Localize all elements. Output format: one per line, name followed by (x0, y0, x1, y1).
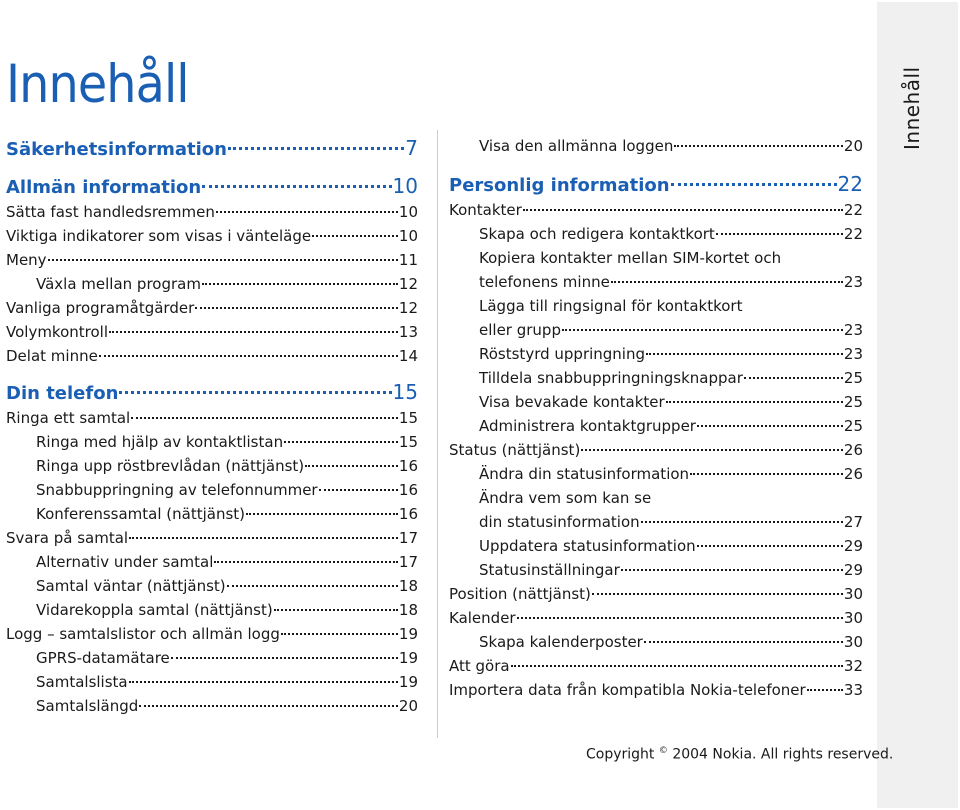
toc-entry[interactable] (6, 200, 418, 224)
toc-entry[interactable] (6, 248, 418, 272)
toc-entry-label: Röststyrd uppringning (479, 345, 646, 363)
toc-entry[interactable] (6, 224, 418, 248)
toc-entry-label: Ändra din statusinformation (479, 465, 690, 483)
toc-entry[interactable] (449, 390, 863, 414)
toc-entry[interactable] (449, 486, 863, 510)
toc-dot-leader (319, 489, 398, 491)
toc-dot-leader (109, 331, 398, 333)
toc-entry[interactable] (449, 134, 863, 158)
toc-entry[interactable] (6, 526, 418, 550)
copyright-prefix: Copyright (586, 746, 655, 763)
toc-entry-label: Vidarekoppla samtal (nättjänst) (36, 601, 273, 619)
toc-entry[interactable] (449, 510, 863, 534)
toc-entry-label: Skapa kalenderposter (479, 633, 643, 651)
toc-entry-label: Importera data från kompatibla Nokia-telefoner (449, 681, 806, 699)
toc-entry-label: Allmän information (6, 177, 202, 198)
toc-entry[interactable] (449, 606, 863, 630)
toc-page-number: 22 (843, 225, 863, 243)
toc-page-number: 12 (398, 275, 418, 293)
toc-entry-label: Tilldela snabbuppringningsknappar (479, 369, 743, 387)
toc-dot-leader (274, 609, 398, 611)
toc-page-number: 11 (398, 251, 418, 269)
toc-entry[interactable] (449, 366, 863, 390)
toc-entry-label: Att göra (449, 657, 510, 675)
toc-dot-leader (807, 689, 843, 691)
toc-left-column (6, 134, 418, 718)
copyright-text: 2004 Nokia. All rights reserved. (667, 746, 894, 763)
toc-dot-leader (716, 233, 843, 235)
toc-entry[interactable] (449, 678, 863, 702)
toc-entry-label: Position (nättjänst) (449, 585, 591, 603)
toc-entry[interactable] (449, 534, 863, 558)
toc-page-number: 22 (843, 201, 863, 219)
toc-entry-label: Växla mellan program (36, 275, 201, 293)
toc-page-number: 7 (405, 136, 418, 160)
toc-entry-label: Samtalslista (36, 673, 128, 691)
toc-page-number: 30 (843, 585, 863, 603)
toc-dot-leader (523, 209, 843, 211)
toc-entry[interactable] (6, 478, 418, 502)
toc-dot-leader (131, 417, 398, 419)
toc-page-number: 30 (843, 609, 863, 627)
column-divider (437, 130, 438, 738)
toc-page-number: 14 (398, 347, 418, 365)
toc-dot-leader (644, 641, 843, 643)
toc-entry-label: Administrera kontaktgrupper (479, 417, 696, 435)
toc-entry-label: Status (nättjänst) (449, 441, 581, 459)
toc-entry[interactable] (6, 622, 418, 646)
toc-entry-label: Ringa upp röstbrevlådan (nättjänst) (36, 457, 305, 475)
side-tab-label: Innehåll (900, 66, 924, 150)
toc-page-number: 29 (843, 561, 863, 579)
toc-entry-label: Kalender (449, 609, 516, 627)
toc-entry-label: eller grupp (479, 321, 561, 339)
toc-page-number: 22 (837, 172, 863, 196)
toc-dot-leader (129, 681, 398, 683)
toc-entry-label: Kopiera kontakter mellan SIM-kortet och (479, 249, 782, 267)
toc-entry[interactable] (449, 270, 863, 294)
toc-entry-label: Snabbuppringning av telefonnummer (36, 481, 318, 499)
toc-page-number: 15 (392, 380, 418, 404)
toc-dot-leader (228, 147, 404, 150)
toc-dot-leader (227, 585, 398, 587)
toc-page-number: 10 (398, 203, 418, 221)
toc-entry[interactable] (449, 414, 863, 438)
toc-dot-leader (744, 377, 843, 379)
toc-dot-leader (202, 185, 391, 188)
toc-page-number: 16 (398, 481, 418, 499)
toc-entry[interactable] (6, 694, 418, 718)
toc-entry[interactable] (6, 296, 418, 320)
toc-page-number: 10 (392, 174, 418, 198)
toc-page-number: 23 (843, 345, 863, 363)
toc-page-number: 19 (398, 673, 418, 691)
toc-entry[interactable] (449, 246, 863, 270)
toc-page-number: 12 (398, 299, 418, 317)
toc-entry-label: Samtalslängd (36, 697, 139, 715)
toc-entry-label: Kontakter (449, 201, 522, 219)
toc-page-number: 18 (398, 577, 418, 595)
toc-page-number: 29 (843, 537, 863, 555)
toc-section-heading[interactable] (449, 170, 863, 198)
toc-entry-label: Statusinställningar (479, 561, 620, 579)
toc-page-number: 15 (398, 433, 418, 451)
toc-entry-label: Volymkontroll (6, 323, 108, 341)
toc-entry[interactable] (6, 344, 418, 368)
toc-page-number: 25 (843, 393, 863, 411)
toc-entry-label: Ringa med hjälp av kontaktlistan (36, 433, 284, 451)
toc-entry[interactable] (449, 342, 863, 366)
toc-entry-label: Samtal väntar (nättjänst) (36, 577, 226, 595)
toc-dot-leader (99, 355, 398, 357)
toc-entry-label: GPRS-datamätare (36, 649, 170, 667)
toc-dot-leader (611, 281, 843, 283)
toc-entry-label: Alternativ under samtal (36, 553, 214, 571)
toc-entry[interactable] (6, 598, 418, 622)
toc-entry-label: Svara på samtal (6, 529, 129, 547)
toc-entry[interactable] (449, 582, 863, 606)
toc-dot-leader (697, 545, 843, 547)
toc-page-number: 26 (843, 465, 863, 483)
toc-dot-leader (511, 665, 843, 667)
toc-dot-leader (139, 705, 398, 707)
toc-page-number: 17 (398, 529, 418, 547)
toc-dot-leader (216, 211, 398, 213)
toc-dot-leader (305, 465, 398, 467)
toc-page-number: 25 (843, 369, 863, 387)
toc-entry-label: Personlig information (449, 175, 670, 196)
page-title: Innehåll (6, 54, 189, 115)
toc-entry-label: Meny (6, 251, 47, 269)
toc-page-number: 17 (398, 553, 418, 571)
toc-entry[interactable] (6, 550, 418, 574)
toc-dot-leader (284, 441, 398, 443)
toc-entry[interactable] (6, 320, 418, 344)
toc-dot-leader (562, 329, 843, 331)
toc-entry-label: Lägga till ringsignal för kontaktkort (479, 297, 743, 315)
toc-page-number: 18 (398, 601, 418, 619)
toc-dot-leader (214, 561, 398, 563)
toc-entry[interactable] (6, 670, 418, 694)
toc-dot-leader (195, 307, 398, 309)
toc-entry-label: Viktiga indikatorer som visas i vänteläge (6, 227, 312, 245)
toc-right-column (449, 134, 863, 702)
toc-dot-leader (666, 401, 843, 403)
toc-dot-leader (641, 521, 843, 523)
toc-entry[interactable] (6, 574, 418, 598)
toc-page-number: 20 (843, 137, 863, 155)
toc-entry[interactable] (449, 654, 863, 678)
toc-page-number: 20 (398, 697, 418, 715)
toc-dot-leader (697, 425, 843, 427)
toc-entry[interactable] (6, 646, 418, 670)
toc-dot-leader (281, 633, 398, 635)
toc-page-number: 30 (843, 633, 863, 651)
toc-page-number: 25 (843, 417, 863, 435)
toc-entry[interactable] (6, 406, 418, 430)
toc-dot-leader (674, 145, 843, 147)
toc-dot-leader (646, 353, 843, 355)
toc-page-number: 13 (398, 323, 418, 341)
toc-page-number: 16 (398, 457, 418, 475)
toc-entry[interactable] (449, 630, 863, 654)
toc-section-heading[interactable] (6, 134, 418, 162)
toc-entry-label: telefonens minne (479, 273, 610, 291)
toc-dot-leader (517, 617, 843, 619)
toc-entry-label: Säkerhetsinformation (6, 139, 227, 160)
toc-dot-leader (171, 657, 398, 659)
toc-dot-leader (581, 449, 843, 451)
toc-entry-label: Visa bevakade kontakter (479, 393, 665, 411)
toc-entry[interactable] (6, 502, 418, 526)
toc-dot-leader (312, 235, 398, 237)
toc-dot-leader (48, 259, 398, 261)
toc-dot-leader (690, 473, 843, 475)
toc-entry[interactable] (449, 222, 863, 246)
toc-entry[interactable] (449, 294, 863, 318)
toc-entry-label: Logg – samtalslistor och allmän logg (6, 625, 280, 643)
toc-entry-label: Din telefon (6, 383, 119, 404)
toc-dot-leader (129, 537, 398, 539)
toc-page-number: 23 (843, 321, 863, 339)
toc-entry-label: Ändra vem som kan se (479, 489, 652, 507)
toc-entry-label: Visa den allmänna loggen (479, 137, 674, 155)
toc-entry[interactable] (6, 430, 418, 454)
copyright-symbol: © (658, 746, 668, 756)
toc-dot-leader (621, 569, 843, 571)
toc-dot-leader (671, 183, 837, 186)
toc-entry-label: din statusinformation (479, 513, 640, 531)
toc-dot-leader (246, 513, 398, 515)
toc-page-number: 33 (843, 681, 863, 699)
toc-page-number: 15 (398, 409, 418, 427)
toc-entry[interactable] (449, 198, 863, 222)
toc-entry[interactable] (6, 454, 418, 478)
toc-entry[interactable] (449, 318, 863, 342)
toc-page-number: 27 (843, 513, 863, 531)
toc-dot-leader (592, 593, 843, 595)
toc-entry-label: Ringa ett samtal (6, 409, 131, 427)
toc-dot-leader (119, 391, 391, 394)
toc-page-number: 32 (843, 657, 863, 675)
toc-section-heading[interactable] (6, 378, 418, 406)
toc-dot-leader (202, 283, 398, 285)
toc-page-number: 16 (398, 505, 418, 523)
toc-entry-label: Uppdatera statusinformation (479, 537, 696, 555)
toc-page-number: 10 (398, 227, 418, 245)
toc-page-number: 26 (843, 441, 863, 459)
toc-entry-label: Delat minne (6, 347, 98, 365)
toc-page-number: 23 (843, 273, 863, 291)
toc-entry-label: Skapa och redigera kontaktkort (479, 225, 715, 243)
toc-entry[interactable] (449, 438, 863, 462)
toc-page-number: 19 (398, 625, 418, 643)
toc-entry-label: Vanliga programåtgärder (6, 299, 195, 317)
toc-entry[interactable] (449, 462, 863, 486)
copyright-notice (586, 746, 893, 763)
toc-entry[interactable] (6, 272, 418, 296)
toc-entry-label: Konferenssamtal (nättjänst) (36, 505, 246, 523)
toc-section-heading[interactable] (6, 172, 418, 200)
toc-entry[interactable] (449, 558, 863, 582)
toc-page-number: 19 (398, 649, 418, 667)
toc-entry-label: Sätta fast handledsremmen (6, 203, 215, 221)
